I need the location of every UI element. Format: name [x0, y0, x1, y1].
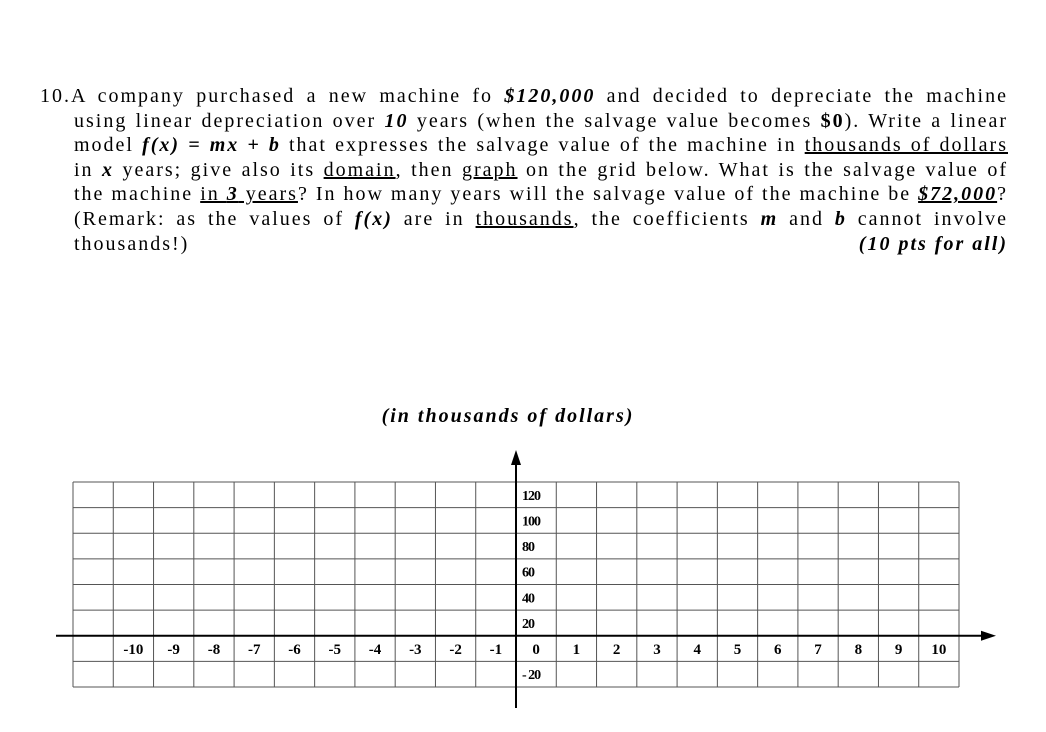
problem-text: ). Write a linear model [74, 109, 1008, 157]
zero-value: $0 [820, 109, 845, 132]
y-axis-arrow [511, 450, 521, 465]
x-tick-label: -8 [207, 641, 221, 658]
problem-text: years; give also its [114, 158, 324, 181]
y-tick-label: 80 [522, 540, 534, 556]
problem-text: ? In how many years will the salvage value of the machine be [297, 183, 919, 206]
x-axis-arrow [981, 631, 996, 641]
in-word: in [200, 183, 227, 206]
thousands-of-dollars-underlined: thousands of dollars [804, 134, 1008, 157]
x-variable: x [102, 158, 115, 181]
problem-text: are in [392, 207, 476, 230]
depreciation-years: 10 [384, 109, 409, 132]
x-tick-label: 5 [733, 641, 742, 658]
y-tick-label: 100 [522, 514, 540, 530]
x-tick-label: -5 [328, 641, 342, 658]
problem-text: , the coefficients [573, 207, 761, 230]
x-tick-label: -9 [167, 641, 180, 658]
x-tick-label: 4 [693, 641, 701, 658]
x-tick-label: 2 [612, 641, 621, 658]
problem-text: and [778, 207, 835, 230]
domain-underlined: domain [323, 158, 396, 181]
x-tick-label: 7 [814, 641, 822, 658]
x-tick-label: 10 [931, 641, 947, 658]
x-tick-label: -2 [449, 641, 462, 658]
y-tick-label: 20 [522, 616, 534, 632]
y-tick-label: - 20 [522, 668, 541, 684]
graph-underlined: graph [461, 158, 518, 181]
problem-text: A company purchased a new machine fo [71, 85, 505, 107]
three-years: 3 [226, 183, 239, 206]
x-tick-label: -1 [489, 641, 503, 658]
linear-model: f(x) = mx + b [142, 134, 281, 157]
x-tick-label: -4 [368, 641, 382, 658]
graph-caption: (in thousands of dollars) [381, 405, 635, 427]
y-tick-label: 120 [522, 488, 540, 504]
problem-text: and decided to depreciate the machine using linear depreciation over [74, 85, 1008, 132]
x-tick-label: 1 [572, 641, 581, 658]
problem-text: in [74, 158, 103, 181]
x-tick-label: 3 [653, 641, 661, 658]
problem-number: 10. [40, 85, 71, 107]
problem-text: that expresses the salvage value of the machine in [280, 134, 805, 157]
y-tick-label: 40 [522, 591, 534, 607]
coefficient-m: m [760, 207, 779, 230]
fx: f(x) [354, 207, 393, 230]
x-tick-label: 9 [894, 641, 903, 658]
x-tick-label: -3 [409, 641, 422, 658]
x-tick-label: 6 [774, 641, 782, 658]
problem-text: years (when the salvage value becomes [408, 109, 821, 132]
points-label: (10 pts for all) [858, 232, 1008, 255]
thousands-underlined: thousands [475, 207, 574, 230]
years-word: years [238, 183, 298, 206]
x-tick-label: -6 [288, 641, 301, 658]
coefficient-b: b [834, 207, 847, 230]
purchase-price: $120,000 [504, 85, 596, 107]
problem-text: cannot involve thousands!) [74, 207, 1008, 255]
target-value: $72,000 [918, 183, 998, 206]
x-tick-label: 0 [532, 641, 540, 658]
x-tick-label: -7 [247, 641, 261, 658]
x-tick-label: -10 [123, 641, 144, 658]
problem-text: , then [395, 158, 462, 181]
y-tick-label: 60 [522, 565, 534, 581]
x-tick-label: 8 [854, 641, 863, 658]
problem-text: on the grid below. What is the salvage value of the machine [74, 158, 1008, 206]
problem-text: ? (Remark: as the values of [74, 183, 1008, 230]
